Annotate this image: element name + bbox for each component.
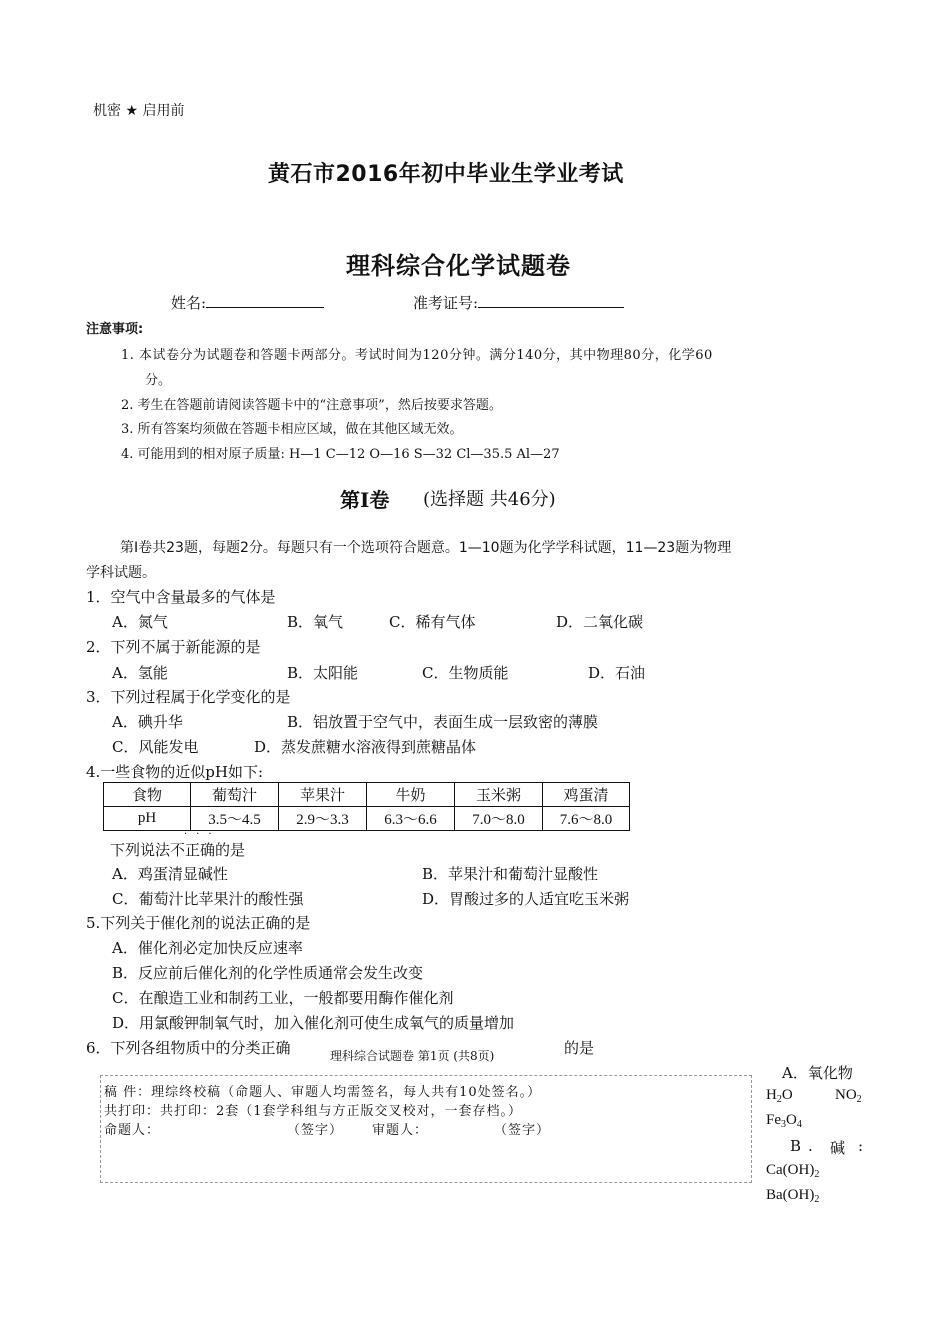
formula-subscript: 2 — [776, 1094, 782, 1105]
paper-title: 理科综合化学试题卷 — [346, 251, 571, 280]
table-cell: 7.0～8.0 — [455, 807, 543, 831]
q4-prompt: 下列说法不正确的是 — [110, 841, 246, 859]
formula-text: O — [781, 1087, 793, 1103]
q6-option-b-word: 碱 — [830, 1139, 846, 1157]
q5-option-c: C．在酿造工业和制药工业，一般都要用酶作催化剂 — [112, 989, 454, 1007]
q6-stem-right: 的是 — [564, 1039, 595, 1057]
q6-formula-baoh2 — [766, 1187, 819, 1205]
exam-number-label: 准考证号: — [413, 294, 479, 312]
q3-option-c: C．风能发电 — [112, 738, 199, 756]
q2-stem: 2．下列不属于新能源的是 — [86, 638, 261, 656]
q5-option-d: D．用氯酸钾制氧气时，加入催化剂可使生成氧气的质量增加 — [112, 1014, 515, 1032]
q2-option-b: B．太阳能 — [287, 664, 359, 682]
q6-option-b-letter: B — [790, 1137, 802, 1155]
q5-option-a: A．催化剂必定加快反应速率 — [112, 939, 303, 957]
section-subtitle: (选择题 共46分) — [423, 489, 556, 510]
print-info-reviewer: 审题人： — [372, 1123, 429, 1138]
table-header-cell: 苹果汁 — [279, 783, 367, 807]
section-intro-1: 第Ⅰ卷共23题，每题2分。每题只有一个选项符合题意。1—10题为化学学科试题，11—23题为物理 — [120, 540, 732, 556]
q6-formula-caoh2 — [766, 1162, 819, 1180]
formula-subscript: 2 — [814, 1169, 820, 1180]
table-header-cell: 食物 — [104, 783, 191, 807]
ph-table — [103, 782, 630, 831]
formula-subscript: 2 — [814, 1194, 820, 1205]
note-1: 1. 本试卷分为试题卷和答题卡两部分。考试时间为120分钟。满分140分，其中物理80分，化学60 — [121, 348, 713, 363]
page-footer-label: 理科综合试题卷 第1页 (共8页) — [330, 1049, 495, 1063]
q3-option-a: A．碘升华 — [112, 713, 183, 731]
formula-text: Ba(OH) — [766, 1187, 815, 1203]
table-header-cell: 牛奶 — [367, 783, 455, 807]
q4-option-c: C．葡萄汁比苹果汁的酸性强 — [112, 890, 304, 908]
q3-option-b: B．铝放置于空气中，表面生成一层致密的薄膜 — [287, 713, 599, 731]
q6-option-b-colon: : — [858, 1137, 864, 1155]
table-cell: 7.6～8.0 — [543, 807, 630, 831]
note-4: 4. 可能用到的相对原子质量: H—1 C—12 O—16 S—32 Cl—35.5 Al—27 — [121, 447, 560, 462]
exam-number-blank — [478, 293, 624, 308]
q6-formula-h2o — [766, 1087, 793, 1105]
note-1-cont: 分。 — [145, 373, 172, 388]
formula-text: NO — [835, 1087, 857, 1103]
q3-stem: 3．下列过程属于化学变化的是 — [86, 688, 291, 706]
formula-text: Fe — [766, 1112, 781, 1128]
q1-stem: 1．空气中含量最多的气体是 — [86, 588, 276, 606]
print-info-line-2: 共打印：共打印：2套（1套学科组与方正版交叉校对，一套存档。） — [104, 1104, 523, 1119]
q3-option-d: D．蒸发蔗糖水溶液得到蔗糖晶体 — [254, 738, 477, 756]
name-label: 姓名: — [171, 294, 207, 312]
ph-table-value-row — [104, 807, 630, 831]
formula-subscript: 3 — [781, 1119, 786, 1130]
q1-option-d: D．二氧化碳 — [556, 613, 644, 631]
q5-option-b: B．反应前后催化剂的化学性质通常会发生改变 — [112, 964, 424, 982]
q4-option-d: D．胃酸过多的人适宜吃玉米粥 — [422, 890, 630, 908]
q2-option-d: D．石油 — [588, 664, 646, 682]
q6-formula-no2 — [835, 1087, 862, 1105]
print-info-setter: 命题人： — [104, 1123, 161, 1138]
print-info-reviewer-sign: （签字） — [494, 1123, 551, 1138]
q6-stem-left: 6．下列各组物质中的分类正确 — [86, 1039, 291, 1057]
table-cell: pH — [104, 807, 191, 831]
q5-stem: 5.下列关于催化剂的说法正确的是 — [86, 914, 311, 932]
note-3: 3. 所有答案均须做在答题卡相应区域，做在其他区域无效。 — [121, 422, 463, 437]
q4-option-a: A．鸡蛋清显碱性 — [112, 865, 228, 883]
ph-table-header-row — [104, 783, 630, 807]
q1-option-a: A．氮气 — [112, 613, 168, 631]
table-header-cell: 葡萄汁 — [191, 783, 279, 807]
table-cell: 6.3～6.6 — [367, 807, 455, 831]
emphasis-dots: ··· — [184, 829, 221, 840]
name-blank — [206, 293, 324, 308]
q4-stem: 4.一些食物的近似pH如下: — [86, 763, 264, 781]
name-field — [171, 292, 324, 313]
q1-option-b: B．氧气 — [287, 613, 344, 631]
q6-formula-fe3o4 — [766, 1112, 802, 1130]
section-intro-2: 学科试题。 — [86, 565, 156, 581]
print-info-line-1: 稿 件：理综终校稿（命题人、审题人均需签名，每人共有10处签名。） — [104, 1085, 542, 1100]
q2-option-c: C．生物质能 — [422, 664, 509, 682]
note-2: 2. 考生在答题前请阅读答题卡中的“注意事项”，然后按要求答题。 — [121, 398, 502, 413]
table-header-cell: 鸡蛋清 — [543, 783, 630, 807]
formula-text: Ca(OH) — [766, 1162, 815, 1178]
exam-title: 黄石市2016年初中毕业生学业考试 — [268, 162, 624, 187]
print-info-setter-sign: （签字） — [287, 1123, 344, 1138]
formula-subscript: 2 — [856, 1094, 862, 1105]
formula-subscript: 4 — [796, 1119, 802, 1130]
table-header-cell: 玉米粥 — [455, 783, 543, 807]
formula-text: H — [766, 1087, 777, 1103]
exam-number-field — [413, 292, 624, 313]
confidential-label: 机密 ★ 启用前 — [93, 103, 185, 119]
q2-option-a: A．氢能 — [112, 664, 168, 682]
q1-option-c: C．稀有气体 — [389, 613, 476, 631]
table-cell: 2.9～3.3 — [279, 807, 367, 831]
formula-text: O — [786, 1112, 797, 1128]
q6-option-a-label: A．氧化物 — [782, 1064, 853, 1082]
section-title: 第Ⅰ卷 — [340, 488, 390, 512]
q6-option-b-dot: . — [808, 1137, 813, 1155]
q4-option-b: B．苹果汁和葡萄汁显酸性 — [422, 865, 599, 883]
table-cell: 3.5～4.5 — [191, 807, 279, 831]
notes-heading: 注意事项: — [86, 322, 144, 337]
